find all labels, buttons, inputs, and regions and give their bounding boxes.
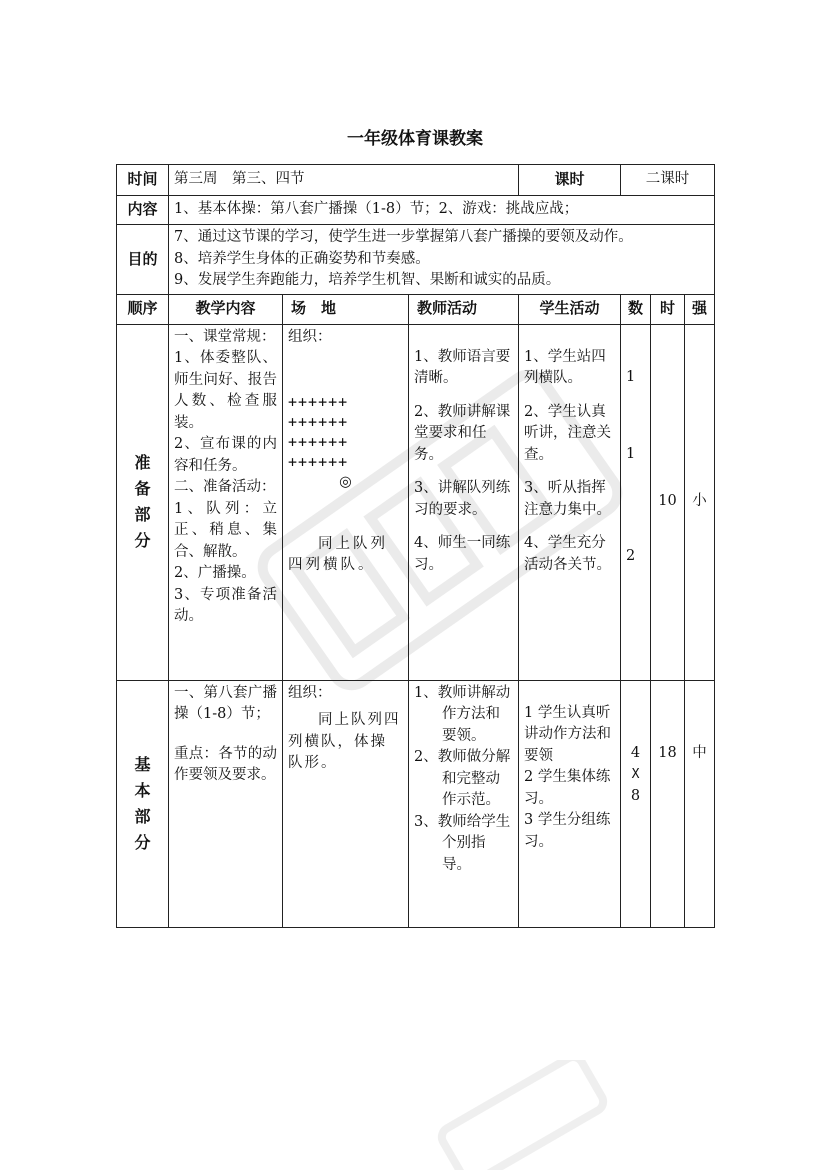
row-basic [117,680,715,927]
goal-line: 9、发展学生奔跑能力，培养学生机智、果断和诚实的品质。 [174,272,561,288]
basic-student: 1 学生认真听讲动作方法和要领 2 学生集体练习。 3 学生分组练习。 [519,680,621,927]
row-content [117,196,715,225]
row-time [117,165,715,196]
teacher-position-icon: ◎ [339,474,352,490]
watermark-logo-bottom [420,1060,620,1170]
goal-line: 7、通过这节课的学习，使学生进一步掌握第八套广播操的要领及动作。 [174,229,633,245]
prep-venue: 组织： ++++++ ++++++ ++++++ ++++++ ◎ 同上队列四列横队。 [283,324,409,680]
header-intensity: 强 [685,294,715,324]
header-teacher: 教师活动 [409,294,519,324]
prep-teacher: 1、教师语言要清晰。 2、教师讲解课堂要求和任务。 3、讲解队列练习的要求。 4、师生一同练习。 [409,324,519,680]
header-student: 学生活动 [519,294,621,324]
content-label: 内容 [117,196,169,225]
content-value: 1、基本体操：第八套广播操（1-8）节；2、游戏：挑战应战； [169,196,715,225]
basic-intensity: 中 [685,680,715,927]
prep-content: 一、课堂常规： 1、体委整队、师生问好、报告人数、检查服装。 2、宣布课的内容和任务。 二、准备活动： 1、队列：立正、稍息、集合、解散。 2、广播操。 3、专项准备活动。 [169,324,283,680]
period-label: 课时 [519,165,621,196]
prep-intensity: 小 [685,324,715,680]
basic-time: 18 [651,680,685,927]
header-order: 顺序 [117,294,169,324]
page-title: 一年级体育课教案 [347,129,483,149]
basic-section-label: 基 本 部 分 [117,680,169,927]
period-value: 二课时 [621,165,715,196]
header-count: 数 [621,294,651,324]
lesson-plan-table [116,164,715,928]
time-value: 第三周 第三、四节 [169,165,519,196]
prep-count: 1 1 2 [621,324,651,680]
header-venue: 场 地 [283,294,409,324]
goal-label: 目的 [117,225,169,295]
goal-value [169,225,715,295]
basic-venue: 组织： 同上队列四列横队，体操队形。 [283,680,409,927]
basic-content: 一、第八套广播操（1-8）节； 重点：各节的动作要领及要求。 [169,680,283,927]
prep-section-label: 准 备 部 分 [117,324,169,680]
basic-teacher: 1、教师讲解动作方法和要领。 2、教师做分解和完整动作示范。 3、教师给学生个别指导。 [409,680,519,927]
goal-line: 8、培养学生身体的正确姿势和节奏感。 [174,250,430,267]
header-row [117,294,715,324]
row-goal [117,225,715,295]
time-label: 时间 [117,165,169,196]
row-prep [117,324,715,680]
basic-count: 4 X 8 [621,680,651,927]
header-content: 教学内容 [169,294,283,324]
prep-time: 10 [651,324,685,680]
prep-student: 1、学生站四列横队。 2、学生认真听讲，注意关查。 3、听从指挥注意力集中。 4、学生充分活动各关节。 [519,324,621,680]
header-time: 时 [651,294,685,324]
